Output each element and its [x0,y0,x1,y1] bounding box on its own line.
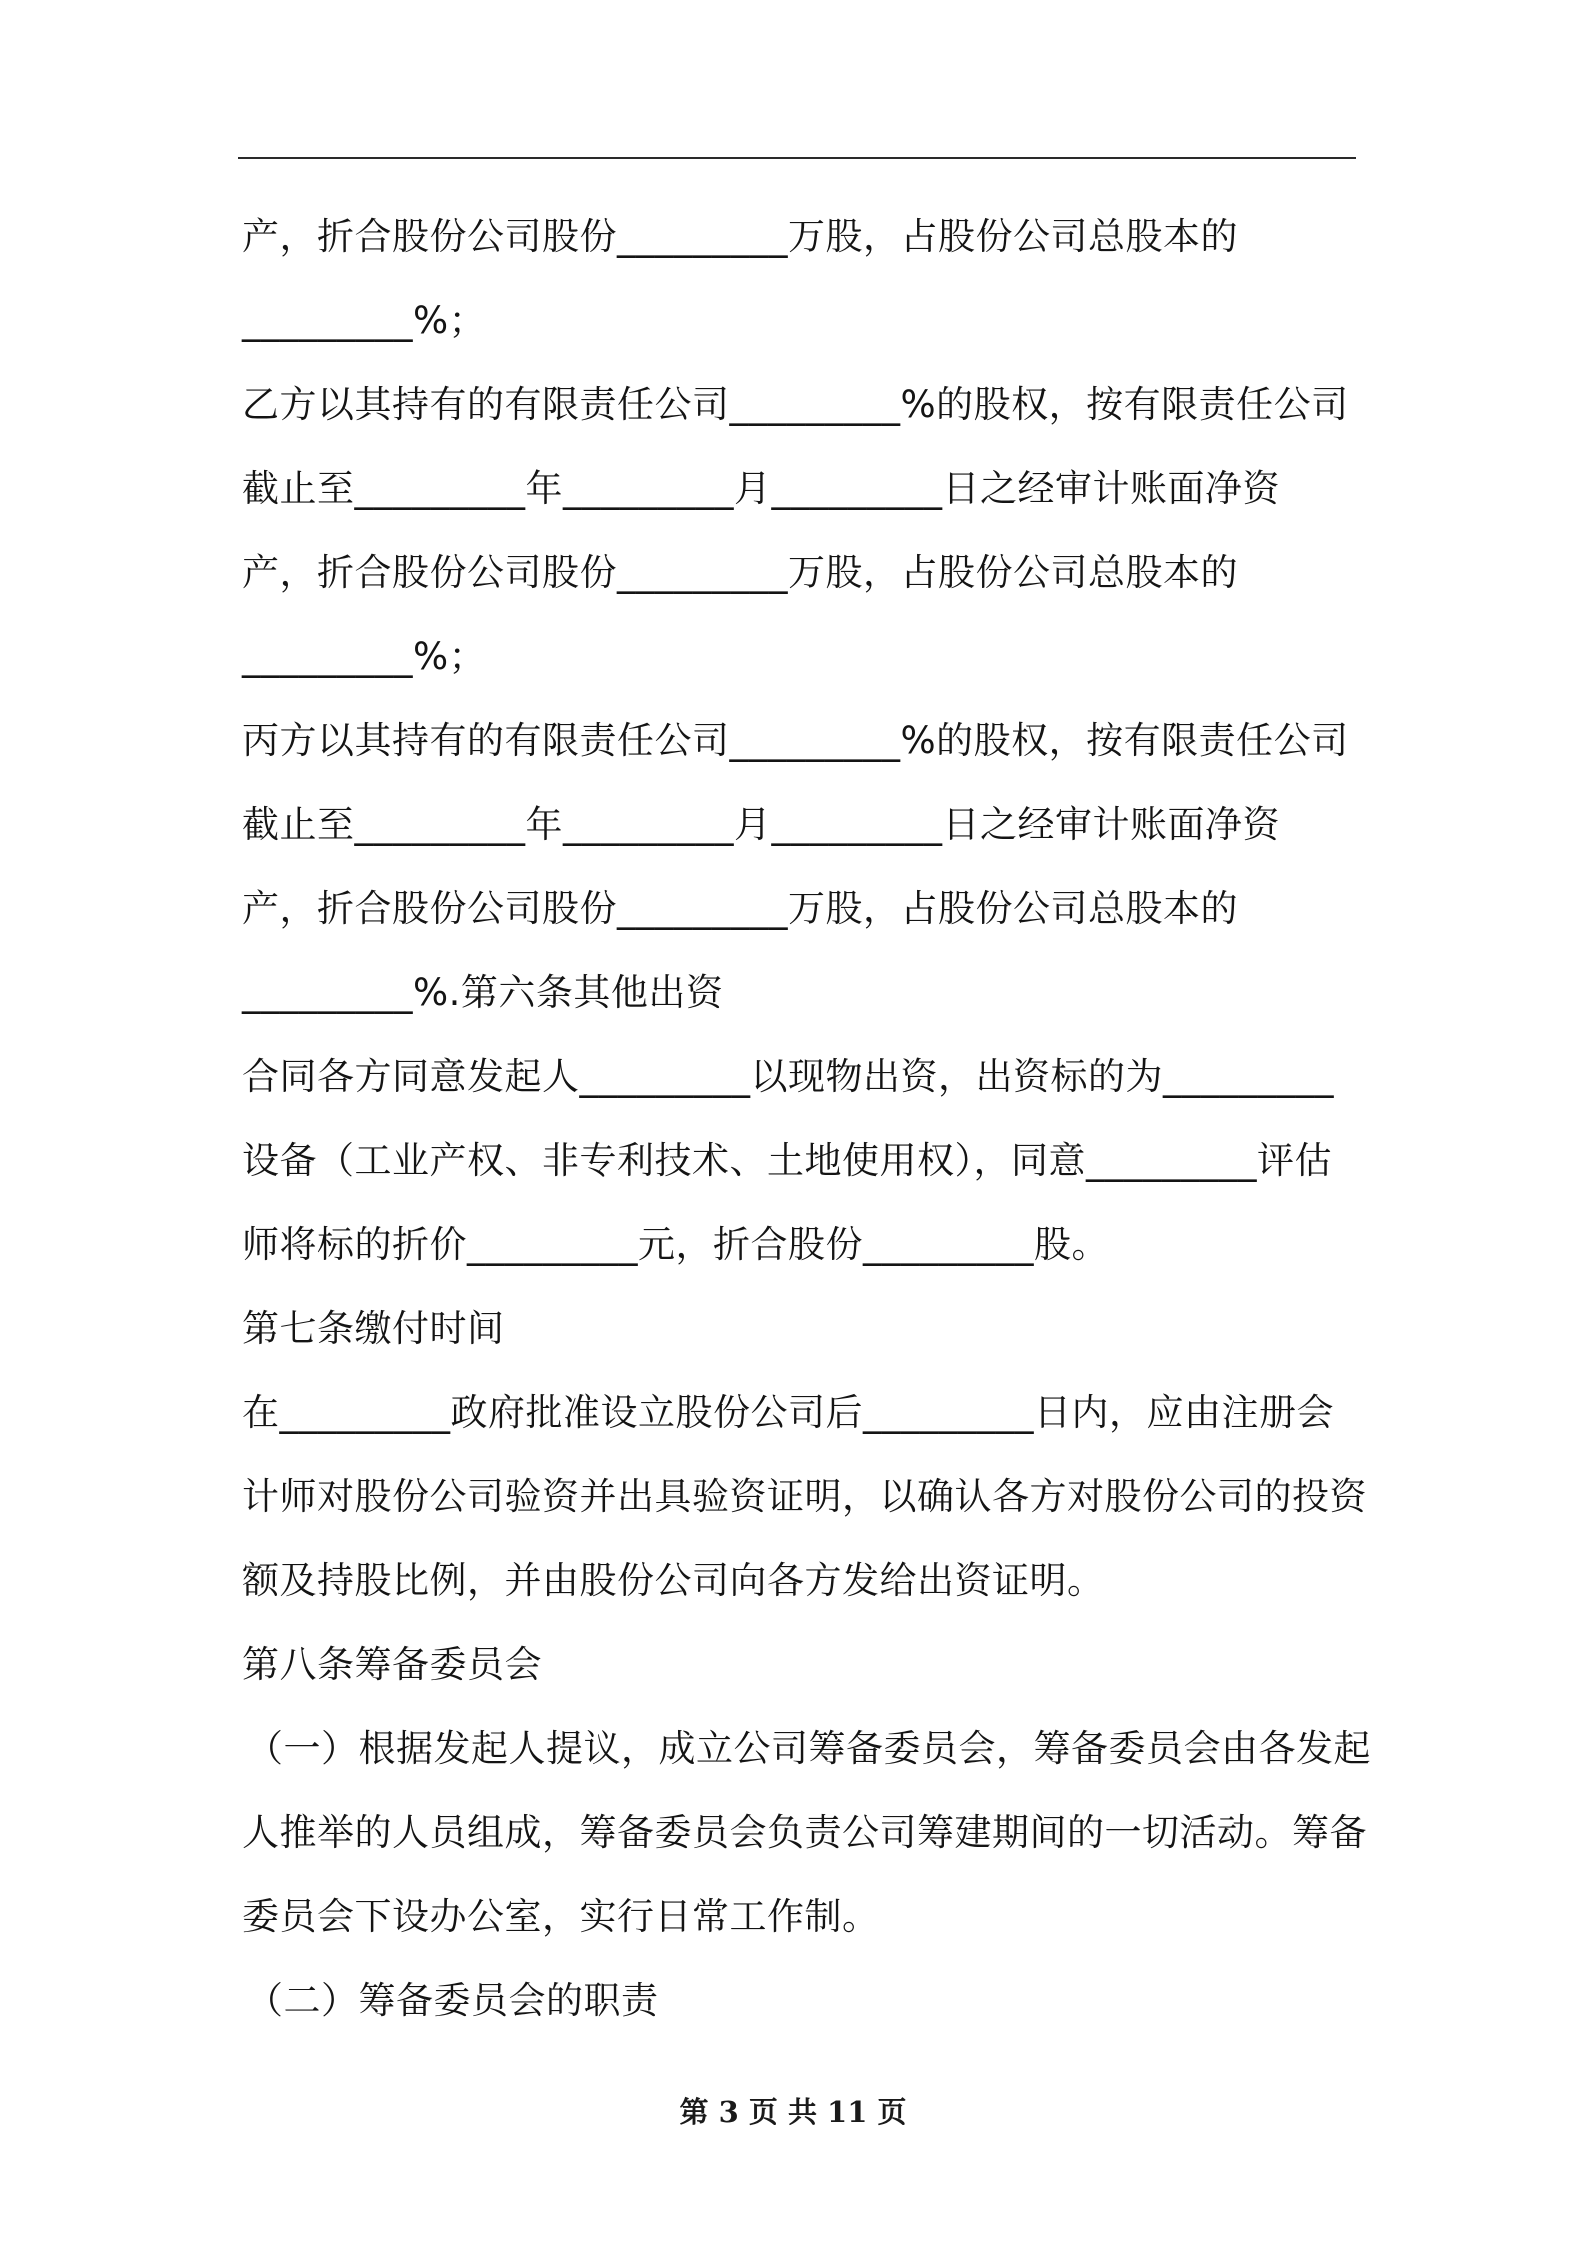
text-line: _________%； [242,299,487,342]
text-line: 师将标的折价_________元，折合股份_________股。 [242,1223,1109,1266]
section-heading: 第七条缴付时间 [242,1307,505,1350]
text-line: 人推举的人员组成，筹备委员会负责公司筹建期间的一切活动。筹备 [242,1811,1367,1854]
text-line: 合同各方同意发起人_________以现物出资，出资标的为_________ [242,1055,1334,1098]
text-line: 委员会下设办公室，实行日常工作制。 [242,1895,880,1938]
text-line: （二）筹备委员会的职责 [246,1979,659,2022]
header-rule [238,157,1356,159]
section-heading: 第八条筹备委员会 [242,1643,542,1686]
text-line: 截止至_________年_________月_________日之经审计账面净资 [242,803,1280,846]
text-line: 丙方以其持有的有限责任公司_________%的股权，按有限责任公司 [242,719,1349,762]
text-line: _________%； [242,635,487,678]
text-line: 设备（工业产权、非专利技术、土地使用权），同意_________评估 [242,1139,1332,1182]
text-line: 在_________政府批准设立股份公司后_________日内，应由注册会 [242,1391,1334,1434]
text-line: 额及持股比例，并由股份公司向各方发给出资证明。 [242,1559,1105,1602]
text-line: 产，折合股份公司股份_________万股，占股份公司总股本的 [242,887,1238,930]
text-line: 计师对股份公司验资并出具验资证明，以确认各方对股份公司的投资 [242,1475,1367,1518]
text-line: 乙方以其持有的有限责任公司_________%的股权，按有限责任公司 [242,383,1349,426]
text-line: _________%.第六条其他出资 [242,971,724,1014]
page-number: 第 3 页 共 11 页 [679,2095,907,2129]
text-line: 产，折合股份公司股份_________万股，占股份公司总股本的 [242,551,1238,594]
text-line: 产，折合股份公司股份_________万股，占股份公司总股本的 [242,215,1238,258]
text-line: （一）根据发起人提议，成立公司筹备委员会，筹备委员会由各发起 [246,1727,1371,1770]
text-line: 截止至_________年_________月_________日之经审计账面净资 [242,467,1280,510]
document-body [242,195,1371,2043]
